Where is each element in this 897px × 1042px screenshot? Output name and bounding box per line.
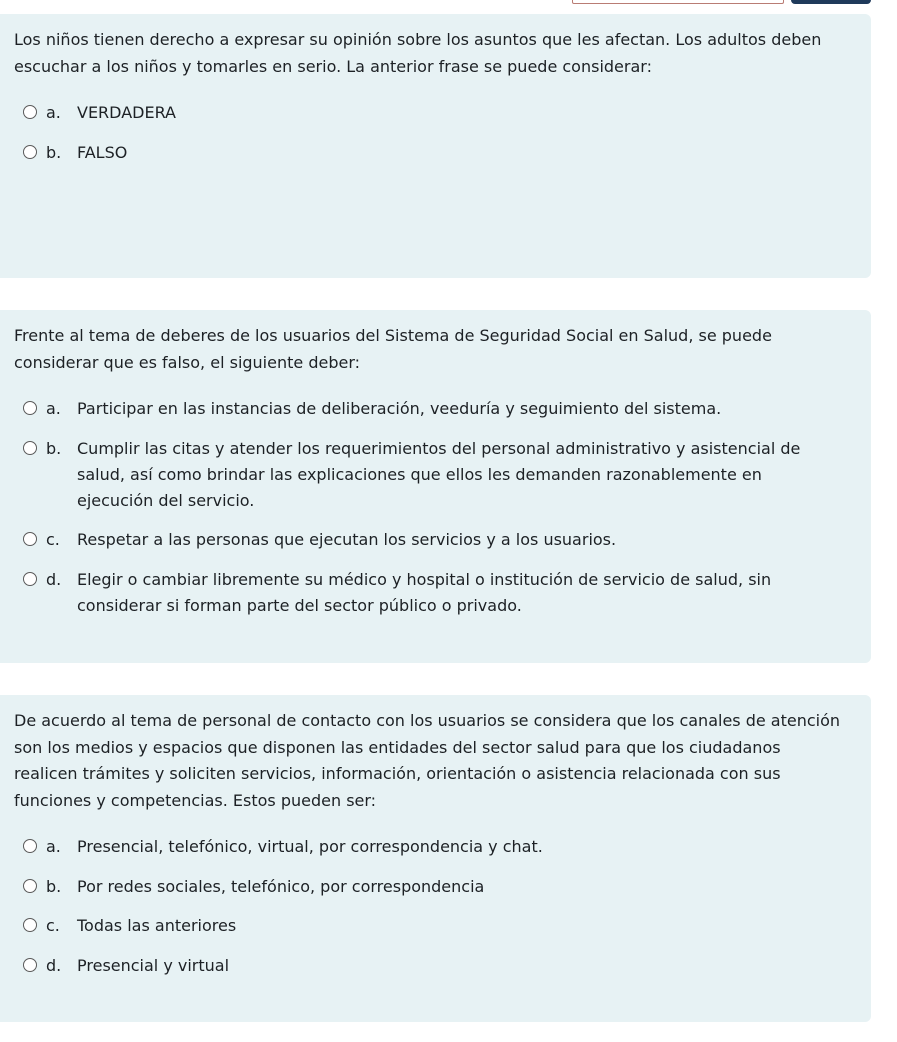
answer-text: VERDADERA [77, 103, 176, 122]
answer-option[interactable] [14, 567, 849, 619]
radio-button[interactable] [23, 918, 37, 932]
answer-text: Todas las anteriores [77, 916, 237, 935]
question-text: Los niños tienen derecho a expresar su opinión sobre los asuntos que les afectan. Los adultos deben escuchar a los niños y tomarles en serio. La anterior frase se puede considerar: [14, 30, 822, 76]
radio-button[interactable] [23, 839, 37, 853]
answer-text: Respetar a las personas que ejecutan los servicios y a los usuarios. [77, 530, 617, 549]
answer-letter: a. [46, 837, 61, 856]
answer-list [14, 396, 849, 619]
radio-button[interactable] [23, 441, 37, 455]
answer-letter: b. [46, 876, 62, 896]
answer-text: Cumplir las citas y atender los requerimientos del personal administrativo y asistencial de salud, así como brindar las explicaciones que ellos les demanden razonablemente en ejecución del servicio. [77, 438, 801, 510]
answer-option[interactable] [14, 140, 849, 166]
answer-list [14, 100, 849, 166]
question-1 [0, 14, 871, 278]
answer-list [14, 834, 849, 979]
answer-text: FALSO [77, 142, 128, 162]
answer-letter: c. [46, 916, 60, 935]
question-text: De acuerdo al tema de personal de contacto con los usuarios se considera que los canales de atención son los medios y espacios que disponen las entidades del sector salud para que los ciudadanos realicen trámites y soliciten servicios, información, orientación o asistencia relacionada con sus funciones y competencias. Estos pueden ser: [14, 711, 841, 810]
answer-text: Por redes sociales, telefónico, por correspondencia [77, 876, 485, 896]
answer-letter: c. [46, 530, 60, 549]
answer-text: Presencial y virtual [77, 955, 230, 975]
radio-button[interactable] [23, 145, 37, 159]
radio-button[interactable] [23, 532, 37, 546]
answer-text: Elegir o cambiar libremente su médico y hospital o institución de servicio de salud, sin considerar si forman parte del sector público o privado. [77, 569, 772, 615]
radio-button[interactable] [23, 879, 37, 893]
answer-letter: a. [46, 399, 61, 418]
answer-option[interactable] [14, 436, 849, 514]
answer-letter: b. [46, 142, 62, 162]
question-2 [0, 310, 871, 663]
question-3 [0, 695, 871, 1022]
partial-button[interactable] [791, 0, 871, 4]
answer-option[interactable] [14, 834, 849, 860]
answer-option[interactable] [14, 874, 849, 900]
answer-text: Presencial, telefónico, virtual, por correspondencia y chat. [77, 837, 543, 856]
radio-button[interactable] [23, 572, 37, 586]
radio-button[interactable] [23, 105, 37, 119]
answer-letter: a. [46, 103, 61, 122]
answer-option[interactable] [14, 396, 849, 422]
radio-button[interactable] [23, 401, 37, 415]
answer-letter: d. [46, 569, 62, 589]
top-fragment [0, 0, 897, 6]
answer-text: Participar en las instancias de deliberación, veeduría y seguimiento del sistema. [77, 399, 722, 418]
answer-letter: d. [46, 955, 62, 975]
answer-letter: b. [46, 438, 62, 458]
answer-option[interactable] [14, 527, 849, 553]
answer-option[interactable] [14, 100, 849, 126]
question-text: Frente al tema de deberes de los usuarios del Sistema de Seguridad Social en Salud, se puede considerar que es falso, el siguiente deber: [14, 326, 772, 372]
radio-button[interactable] [23, 958, 37, 972]
answer-option[interactable] [14, 913, 849, 939]
answer-option[interactable] [14, 953, 849, 979]
partial-input-field[interactable] [572, 0, 784, 4]
